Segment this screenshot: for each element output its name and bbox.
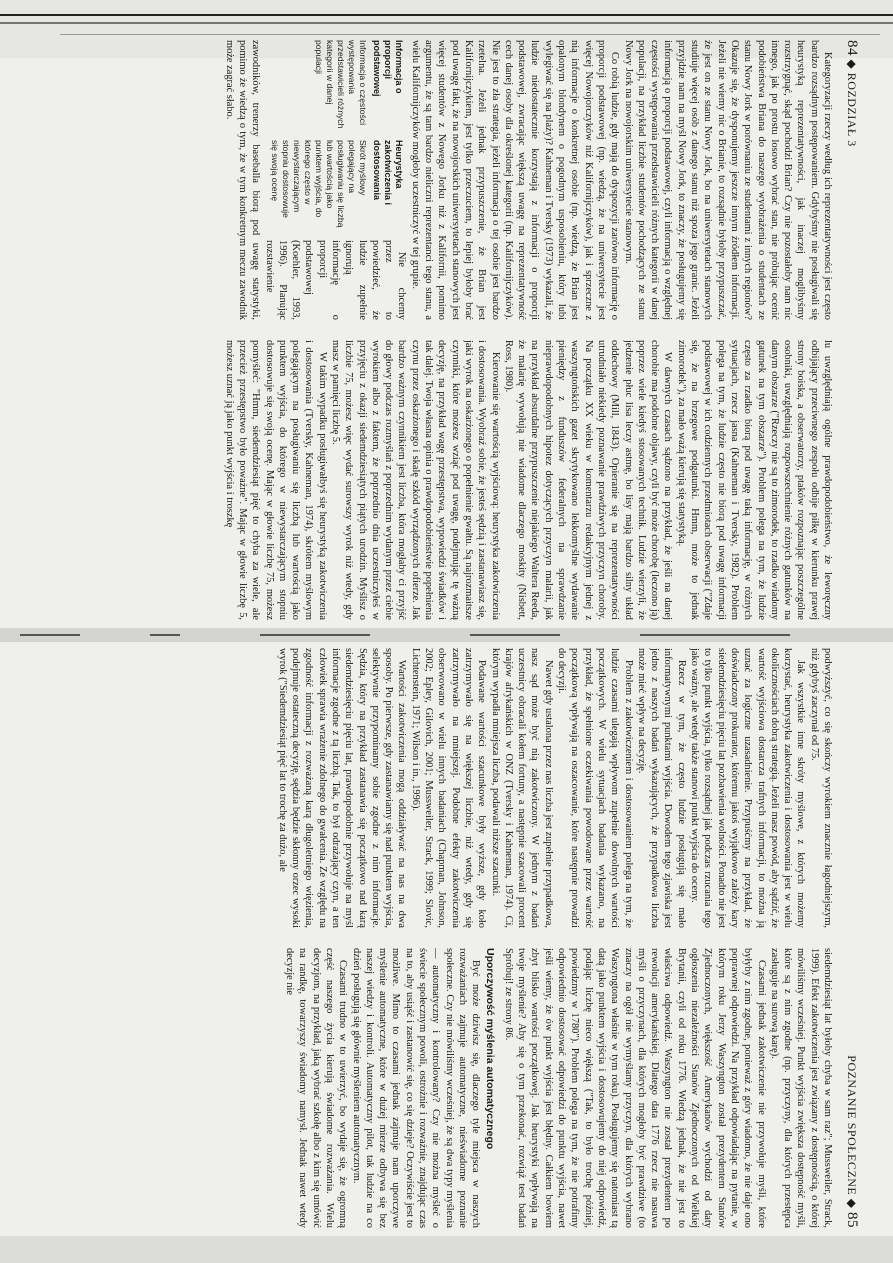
paragraph: W dawnych czasach sądzono na przykład, że jeśli na danej chorobie ma podobne objawy, czyli być może chorobę (leczono ją) poprzez wiele kiedyś stosowanych technik. Ludzie wierzyli, że jedzenie płuc lisa leczy astmę, bo lisy mają bardzo silny układ oddechowy (Mill, 1843). Opieranie się na reprezentatywności utrudniało niekiedy poznawanie prawdziwych przyczyn choroby. Na początku XX wieku w komentarzu redakcyjnym jednej z waszyngtońskich gazet skrytykowano lekkomyślne wydawanie pieniędzy z funduszów federalnych na sprawdzanie nieprawdopodobnych hipotez dotyczących przyczyn malarii, jak na przykład absurdalne przypuszczenie niejakiego Waltera Reeda, że malarię wywołują nie wiadome dlaczego moskity (Nisbett, Ross, 1980). xyxy=(502,340,674,620)
paragraph: Kategoryzacji rzeczy według ich reprezentatywności jest często bardzo rozsądnym postępowaniem. Gdybyśmy nie posługiwali się heurystyką reprezentatywności, jak inaczej moglibyśmy rozstrzygnąć, skąd pochodzi Brian? Czy nie pozostałoby nam nic innego, jak po prostu losowo wybrać stan, nie próbując ocenić podobieństwa Briana do naszego wyobrażenia o studentach ze stanu Nowy Jork w porównaniu ze studentami z innych regionów? Okazuje się, że dysponujemy jeszcze innym źródłem informacji. Jeżeli nie wiemy nic o Brianie, to rozsądnie byłoby przypuszczać, że jest on ze stanu Nowy Jork, bo na uniwersytetach stanowych studiuje więcej osób z danego stanu niż spoza jego granic. Jeżeli przyjdzie nam na myśl Nowy Jork, to znaczy, że posługujemy się informacją o proporcji podstawowej, czyli informacją o względnej częstości występowania przedstawicieli różnych kategorii w danej populacji, na przykład liczbie studentów pochodzących ze stanu Nowy Jork na nowojorskim uniwersytecie stanowym. xyxy=(622,40,833,320)
definition-term: Informacja o proporcji podstawowej xyxy=(372,40,405,97)
definition-text: Informacja o częstości występowania przedstawicieli różnych kategorii w danej populacji xyxy=(314,40,369,129)
page-84 xyxy=(0,40,860,620)
paragraph: Być może dziwisz się, dlaczego tyle miejsca w naszych rozważaniach zajmuje automatyczne, nieświadome poznanie społeczne. Czy nie mówiliśmy wcześniej, że są dwa typy myślenia — automatyczny i kontrolowany? Czy nie można myśleć o świecie społecznym powoli, ostrożnie i rozważnie, znajdując czas na to, aby usiąść i zastanowić się, co się dzieje? Oczywiście jest to możliwe. Mimo to czasami jednak zajmuje nam uporczywe myślenie automatyczne, które w dużej mierze odbywa się bez naszej wiedzy i kontroli. Automatyczny pilot, tak ludzie na co dzień posługują się głównie myśleniem automatycznym. xyxy=(350,948,482,1228)
margin-definition xyxy=(314,40,405,130)
bullet-glyph: ◆ xyxy=(845,1198,859,1209)
running-head xyxy=(842,648,860,1228)
definition-text: Skrót myślowy polegający na posługiwaniu się liczbą lub wartością jako punktem wyjścia, do którego często w niewystarczającym stopniu dostosowuje się swoją ocenę xyxy=(270,140,369,228)
scan-edge-bottom xyxy=(0,1236,893,1263)
paragraph: Kierowanie się wartością wyjściową: heurystyka zakotwiczenia i dostosowania. Wyobraź sobie, że jesteś sędzią i zastanawiasz się, jaki wyrok na oskarżonego o popełnienie gwałtu. Są najrozmaitsze czynniki, które możesz wziąć pod uwagę, podejmując tę ważną decyzję, na przykład wagę przestępstwa, wypowiedzi świadków i tak dalej. Twoja własna opinia o prawdopodobieństwie popełnienia czynu przez oskarżonego i skalę szkód wyrządzonych ofierze. Jak bardzo ważnym czynnikiem jest liczba, która mogłaby ci przyjść do głowy podczas rozmyślań z poprzednim wydanym przez ciebie wyrokiem albo z faktem, że poprzednio dnia uczestniczyłeś w przyjęciu z okazji siedemdziesiątych piątych urodzin. Myślisz o liczbie 75, możesz więc wydać surowszy wyrok niż wtedy, gdy masz w pamięci liczbę 5. xyxy=(330,340,501,620)
paragraph: Problem z zakotwiczeniem i dostosowaniem polega na tym, że ludzie czasami ulegają wpływom zupełnie dowolnych wartości początkowych. W wielu sytuacjach badania wykazano, na przykład, że spełnione oczekiwania powodowane przez wartość początkową wpływają na oszacowanie, które następnie prowadzi do decyzji. xyxy=(556,648,634,928)
definition-term: Heurystyka zakotwiczenia i dostosowania xyxy=(372,140,405,206)
gutter-mark xyxy=(470,634,560,636)
paragraph: lu uwzględniają ogólne prawdopodobieństwo, że leworęczny odbijający przeciwnego zespołu odbije piłkę w kierunku prawej strony boiska, a obserwatorzy, ptaków rozpoznając poszczególne osobniki, uwzględniają rozpowszechnienie różnych gatunków na danym obszarze ("Rzeczy nie są to zimorodek, to rzadko wiadomy gatunek na tym obszarze"). Problem polega na tym, że ludzie często za rzadko biorą pod uwagę taką informację, w różnych sytuacjach, rzecz jasna (Kahneman i Tversky, 1982). Problem polega na tym, że ludzie często nie biorą pod uwagę informacji podstawowej w ich codziennych przedmiotach obserwacji ("Zdaje się, że na brzegowe podgatunki. Hmm, może to jednak zimorodek"), za mało ważą kierują się statystyką. xyxy=(675,340,833,620)
running-head xyxy=(842,40,860,620)
paragraph: Rzecz w tym, że często ludzie posługują się mało informatywnymi punktami wyjścia. Dowodem tego zjawiska jest jedno z naszych badań wykazujących, że przypadkowa liczba może mieć wpływ na decyzję. xyxy=(635,648,687,928)
paragraph: W takim wypadku posługiwałbyś się heurystyką zakotwiczenia i dostosowania (Tversky, Kahneman, 1974), skrótem myślowym polegającym na posługiwaniu się liczbą lub wartością jako punktem wyjścia, do którego w niewystarczającym stopniu dostosowuje się swoją ocenę. Mając w głowie liczbę 75, możesz pomyśleć: "Hmm, siedemdziesiąt pięć to chyba za wiele, ale przecież przestępstwo było poważne". Mając w głowie liczbę 5, możesz uznać ją jako punkt wyjścia i troszkę xyxy=(223,340,328,620)
paragraph: Jak wszystkie inne skróty myślowe, z których możemy korzystać, heurystyka zakotwiczenia i dostosowania jest w wielu okolicznościach dobrą strategią. Jeżeli masz powód, aby sądzić, że wartość wyjściowa dostarcza trafnych informacji, to można ją uznać za logiczne uzasadnienie. Przypuśćmy na przykład, że doświadczony prokurator, któremu jakoś wyjątkowo zależy kary siedemdziesięciu pięciu lat pozbawienia wolności. Ponadto nie jest to tylko punkt wyjścia, tylko rozsądnej jak podczas rzucania tego jako ważny, ale wtedy także stanowi punkt wyjścia do oceny. xyxy=(689,648,807,928)
gutter-mark xyxy=(640,634,790,636)
chapter-title: ROZDZIAŁ 3 xyxy=(845,72,859,147)
paragraph: podwyższyć, co się skończy wyrokiem znacznie łagodniejszym, niż gdybyś zaczynał od 75. xyxy=(808,648,833,928)
gutter-mark xyxy=(150,634,180,636)
paragraph: Co robią ludzie, gdy mają do dyspozycji zarówno informację o proporcji podstawowej (np. wiedzą, że na uniwersytecie jest więcej Nowojorczyków niż Kalifornijczyków), jak i sprzeczne z nią informacje o konkretnej osobie (np. wiedzą, że Brian jest opalonym blondynem o pogodnym usposobieniu, który lubi wylegiwać się na plaży)? Kahneman i Tversky (1973) wykazali, że ludzie niedostatecznie korzystają z informacji o proporcji podstawowej, zwracając większą uwagę na reprezentatywność cech danej osoby dla określonej kategorii (np. Kalifornijczyków). Nie jest to zła strategia, jeżeli informacja o tej osobie jest bardzo rzetelna. Jeżeli jednak przypuszczenie, że Brian jest Kalifornijczykiem, jest tylko przeczuciem, to lepiej byłoby brać pod uwagę fakt, że na nowojorskich uniwersytetach stanowych jest więcej studentów z Nowego Jorku niż z Kalifornii, pomimo argumentu, że są tam bardzo nieliczni reprezentanci tego stanu, a wielu Kalifornijczyków mogłoby uczestniczyć w tej grupie. xyxy=(409,40,621,320)
text-columns xyxy=(4,40,834,620)
page-85 xyxy=(0,648,860,1228)
page-number: 85 xyxy=(844,1212,860,1228)
paragraph: Nawet gdy ustalona przez nas liczba jest zupełnie przypadkowa, nasz sąd może być nią zakotwiczony. W jednym z badań uczestnicy obracali kołem fortuny, a następnie szacowali procent krajów afrykańskich w ONZ (Tversky i Kahneman, 1974). Ci, którym wypadła mniejsza liczba, podawali niższe szacunki. xyxy=(489,648,554,928)
paragraph: Czasami jednak zakotwiczenie nie przywołuje myśli, które byłyby z nim zgodne, ponieważ z góry wiadomo, że nie daje ono poprawnej odpowiedzi. Na przykład odpowiadając na pytanie, w którym roku Jerzy Waszyngton został prezydentem Stanów Zjednoczonych, większość Amerykanów wychodzi od daty ogłoszenia niezależności Stanów Zjednoczonych od Wielkiej Brytanii, czyli od roku 1776. Wiedzą jednak, że nie jest to właściwa odpowiedź. Waszyngton nie został prezydentem po rewolucji amerykańskiej. Dlatego data 1776 rzecz nie nasuwa myśli o przyczynach, dla których mogłoby być prawdziwe (to znaczy na ogół nie wymyślamy przyczyn, dla których wybrano Waszyngtona właśnie w tym roku). Posługujemy się natomiast tą datą jako punktem wyjścia i dostosowujemy do niej odpowiedź, podając liczbę nieco większą ("Tak, to było trochę później, powiedzmy w 1780"). Problem polega na tym, że nie potrafimy odpowiednio dostosować odpowiedzi do punktu wyjścia, nawet jeśli wiemy, że ów punkt wyjścia jest błędny. Całkiem bowiem zbyt blisko wartości początkowej. Jak heurystyki wpływają na twoje myślenie? Aby się o tym przekonać, rozwiąż test badań Spróbuj! ze strony 86. xyxy=(502,948,767,1228)
paragraph: Nie chcemy przez to powiedzieć, że ludzie zupełnie ignorują informację o proporcji podstawowej (Koehler, 1993, 1996). Planując rozstawienie zawodników, trenerzy baseballa biorą pod uwagę statystyki, pomimo że wiedzą o tym, że w tym konkretnym meczu zawodnik może zagrać słabo. xyxy=(223,40,408,320)
page-number: 84 xyxy=(844,40,860,56)
paragraph: Czasami trudno w to uwierzyć, bo wydaje się, że ogromną część naszego życia kierują świadome rozważania. Wielu decyzjom, na przykład, jaką wybrać szkołę albo z kim się umówić na randkę, towarzyszy świadomy namysł. Jednak nawet wtedy decyzje nie xyxy=(284,948,349,1228)
column-left xyxy=(4,40,834,320)
column-left xyxy=(4,648,834,928)
margin-definition xyxy=(270,140,405,230)
section-title: POZNANIE SPOŁECZNE xyxy=(845,1055,859,1196)
gutter-mark xyxy=(260,634,370,636)
bullet-glyph: ◆ xyxy=(845,59,859,70)
paragraph: Wartości zakotwiczenia mogą oddziaływać na nas na dwa sposoby. Po pierwsze, gdy zastanawiamy się nad punktem wyjścia, selektywnie przypominamy sobie zgodne z nim informacje. Sędzia, który na przykład zastanawia się początkowo nad karą siedemdziesięciu pięciu lat, prawdopodobnie przywołuje na myśl informacje zgodne z tą liczbą. Tak, to był odrażający czyn, a ten człowiek sprawia wrażenie zdolnego do gwałcenia. Ze względu na zgodność informacji z rozważaną karą długoletniego więzienia, podejmuje ostateczną decyzję, sędzia będzie skłonny orzec wysoki wyrok ("Siedemdziesiąt pięć lat to trochę za dużo, ale xyxy=(276,648,408,928)
text-columns xyxy=(4,648,834,1228)
section-heading: Uporczywość myślenia automatycznego xyxy=(483,948,496,1150)
paragraph: siedemdziesiąt lat byłoby chyba w sam raz"; Mussweiler, Strack, 1999). Efekt zakotwiczenia jest związany z dostępnością, o której mówiliśmy wcześniej. Punkt wyjścia zwiększa dostępność myśli, które są z nim zgodne (np. przyczyny, dla których przestępca zasługuje na surową karę). xyxy=(768,948,833,1228)
edge-line xyxy=(0,14,893,16)
paragraph: Podawane wartości szacunkowe były wyższe, gdy koło zatrzymywało się na większej liczbie, niż wtedy, gdy się zatrzymywało na mniejszej. Podobne efekty zakotwiczenia obserwowano w wielu innych badaniach (Chapman, Johnson, 2002; Epley, Gilovich, 2001; Mussweiler, Strack, 1999; Slovic, Lichtenstein, 1971; Wilson i in., 1996). xyxy=(409,648,488,928)
edge-line xyxy=(60,34,880,35)
edge-line xyxy=(0,22,893,24)
page-gutter xyxy=(0,628,893,642)
column-right xyxy=(4,948,834,1228)
column-right xyxy=(4,340,834,620)
gutter-mark xyxy=(20,634,80,636)
